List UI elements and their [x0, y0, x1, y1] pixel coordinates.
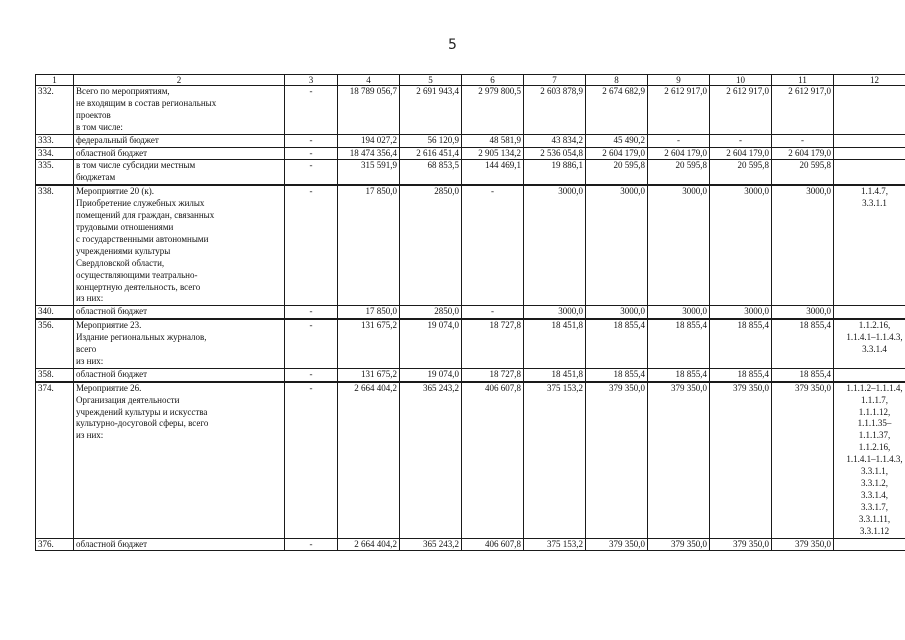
target-refs — [834, 86, 905, 135]
value-cell: - — [772, 134, 834, 147]
header-cell: 12 — [834, 75, 905, 86]
row-number: 332. — [36, 86, 74, 135]
row-name-line: Издание региональных журналов, — [76, 332, 207, 343]
row-name — [74, 368, 285, 381]
value-cell: 2 604 179,0 — [586, 147, 648, 160]
value-cell: 18 451,8 — [524, 320, 586, 369]
row-name-line: Организация деятельности — [76, 394, 180, 405]
value-cell: 2 674 682,9 — [586, 86, 648, 135]
header-cell: 2 — [74, 75, 285, 86]
target-ref: 1.1.4.7, — [861, 186, 888, 197]
row-name-line: в том числе: — [76, 121, 123, 132]
target-ref: 3.3.1.11, — [858, 513, 891, 524]
row-name-line: областной бюджет — [76, 306, 148, 317]
value-cell: 3000,0 — [586, 306, 648, 319]
value-cell: 3000,0 — [710, 306, 772, 319]
value-cell: 2 604 179,0 — [710, 147, 772, 160]
value-cell: 379 350,0 — [710, 538, 772, 551]
value-cell: 375 153,2 — [524, 382, 586, 538]
row-name-line: областной бюджет — [76, 538, 148, 549]
target-ref: 3.3.1.4 — [862, 344, 887, 355]
value-cell: 379 350,0 — [648, 538, 710, 551]
row-name — [74, 306, 285, 319]
value-cell: 194 027,2 — [338, 134, 400, 147]
row-number: 333. — [36, 134, 74, 147]
value-cell: - — [462, 306, 524, 319]
table-row — [36, 368, 905, 381]
target-ref: 3.3.1.12 — [859, 525, 890, 536]
value-cell: 18 451,8 — [524, 368, 586, 381]
header-cell: 9 — [648, 75, 710, 86]
target-ref: 1.1.1.35– — [857, 418, 892, 429]
value-cell: 379 350,0 — [772, 382, 834, 538]
column-3-cell: - — [285, 382, 338, 538]
target-refs — [834, 368, 905, 381]
value-cell: 20 595,8 — [772, 160, 834, 185]
target-ref: 3.3.1.4, — [861, 489, 888, 500]
value-cell: 3000,0 — [586, 186, 648, 306]
table-row — [36, 147, 905, 160]
value-cell: 2 664 404,2 — [338, 538, 400, 551]
value-cell: 3000,0 — [524, 186, 586, 306]
header-cell: 8 — [586, 75, 648, 86]
table-row — [36, 320, 905, 369]
value-cell: 3000,0 — [772, 186, 834, 306]
row-name-line: помещений для граждан, связанных — [76, 210, 215, 221]
row-name-line: из них: — [76, 355, 104, 366]
row-number: 340. — [36, 306, 74, 319]
target-ref: 1.1.1.37, — [858, 430, 891, 441]
value-cell: 18 855,4 — [772, 320, 834, 369]
header-cell: 4 — [338, 75, 400, 86]
target-refs — [834, 160, 905, 185]
row-name-line: Всего по мероприятиям, — [76, 86, 170, 96]
table-row — [36, 538, 905, 551]
value-cell: 2 612 917,0 — [648, 86, 710, 135]
target-refs — [834, 186, 905, 306]
row-name-line: с государственными автономными — [76, 233, 209, 244]
value-cell: 144 469,1 — [462, 160, 524, 185]
row-number: 376. — [36, 538, 74, 551]
value-cell: 379 350,0 — [586, 382, 648, 538]
row-name-line: в том числе субсидии местным — [76, 160, 196, 171]
value-cell: 2 612 917,0 — [710, 86, 772, 135]
table-row — [36, 134, 905, 147]
value-cell: 18 727,8 — [462, 368, 524, 381]
row-name-line: из них: — [76, 430, 104, 441]
value-cell: 18 855,4 — [586, 368, 648, 381]
value-cell: 3000,0 — [710, 186, 772, 306]
value-cell: 406 607,8 — [462, 538, 524, 551]
row-name-line: областной бюджет — [76, 368, 148, 379]
target-refs — [834, 382, 905, 538]
budget-table — [35, 74, 905, 551]
row-name — [74, 147, 285, 160]
value-cell: 19 886,1 — [524, 160, 586, 185]
value-cell: 20 595,8 — [586, 160, 648, 185]
value-cell: 3000,0 — [648, 186, 710, 306]
value-cell: 18 855,4 — [710, 368, 772, 381]
row-name — [74, 382, 285, 538]
row-number: 338. — [36, 186, 74, 306]
row-name-line: Мероприятие 23. — [76, 320, 142, 331]
value-cell: 406 607,8 — [462, 382, 524, 538]
target-refs — [834, 147, 905, 160]
value-cell: 18 789 056,7 — [338, 86, 400, 135]
value-cell: 379 350,0 — [648, 382, 710, 538]
row-name-line: Мероприятие 26. — [76, 382, 142, 393]
value-cell: 20 595,8 — [710, 160, 772, 185]
value-cell: - — [710, 134, 772, 147]
value-cell: 2 664 404,2 — [338, 382, 400, 538]
value-cell: 2 691 943,4 — [400, 86, 462, 135]
row-name-line: областной бюджет — [76, 147, 148, 158]
column-3-cell: - — [285, 86, 338, 135]
value-cell: 379 350,0 — [710, 382, 772, 538]
value-cell: 3000,0 — [648, 306, 710, 319]
row-name-line: всего — [76, 344, 97, 355]
value-cell: 2850,0 — [400, 306, 462, 319]
value-cell: 365 243,2 — [400, 538, 462, 551]
row-number: 356. — [36, 320, 74, 369]
value-cell: 18 727,8 — [462, 320, 524, 369]
row-name-line: Свердловской области, — [76, 257, 165, 268]
column-3-cell: - — [285, 306, 338, 319]
value-cell: 365 243,2 — [400, 382, 462, 538]
value-cell: 2 616 451,4 — [400, 147, 462, 160]
target-ref: 1.1.1.12, — [858, 406, 891, 417]
value-cell: 17 850,0 — [338, 186, 400, 306]
value-cell: 18 855,4 — [586, 320, 648, 369]
row-name-line: федеральный бюджет — [76, 134, 159, 145]
row-name-line: трудовыми отношениями — [76, 221, 174, 232]
value-cell: 375 153,2 — [524, 538, 586, 551]
column-3-cell: - — [285, 320, 338, 369]
table-row — [36, 160, 905, 185]
value-cell: 43 834,2 — [524, 134, 586, 147]
value-cell: 379 350,0 — [772, 538, 834, 551]
value-cell: 19 074,0 — [400, 368, 462, 381]
column-3-cell: - — [285, 538, 338, 551]
row-number: 335. — [36, 160, 74, 185]
row-number: 358. — [36, 368, 74, 381]
table-body — [36, 86, 905, 551]
table-row — [36, 306, 905, 319]
table-header — [36, 75, 905, 86]
value-cell: 131 675,2 — [338, 368, 400, 381]
value-cell: 2 536 054,8 — [524, 147, 586, 160]
value-cell: 18 855,4 — [772, 368, 834, 381]
row-name — [74, 538, 285, 551]
row-number: 374. — [36, 382, 74, 538]
value-cell: 45 490,2 — [586, 134, 648, 147]
value-cell: 17 850,0 — [338, 306, 400, 319]
row-name-line: концертную деятельность, всего — [76, 281, 201, 292]
column-3-cell: - — [285, 134, 338, 147]
value-cell: 48 581,9 — [462, 134, 524, 147]
table-row — [36, 86, 905, 135]
value-cell: 18 855,4 — [648, 320, 710, 369]
value-cell: 2 979 800,5 — [462, 86, 524, 135]
value-cell: 131 675,2 — [338, 320, 400, 369]
row-name — [74, 320, 285, 369]
target-ref: 3.3.1.1 — [862, 198, 887, 209]
header-cell: 11 — [772, 75, 834, 86]
target-ref: 3.3.1.1, — [861, 466, 888, 477]
value-cell: - — [648, 134, 710, 147]
column-3-cell: - — [285, 186, 338, 306]
row-name-line: культурно-досуговой сферы, всего — [76, 418, 209, 429]
row-name — [74, 160, 285, 185]
target-refs — [834, 306, 905, 319]
table-row — [36, 186, 905, 306]
row-name — [74, 86, 285, 135]
value-cell: 2 603 878,9 — [524, 86, 586, 135]
value-cell: 2 905 134,2 — [462, 147, 524, 160]
target-ref: 1.1.1.2–1.1.1.4, — [846, 382, 903, 393]
value-cell: 315 591,9 — [338, 160, 400, 185]
target-refs — [834, 538, 905, 551]
value-cell: 19 074,0 — [400, 320, 462, 369]
row-name-line: Приобретение служебных жилых — [76, 198, 205, 209]
header-cell: 5 — [400, 75, 462, 86]
target-ref: 1.1.4.1–1.1.4.3, — [846, 454, 903, 465]
column-3-cell: - — [285, 368, 338, 381]
table-row — [36, 382, 905, 538]
header-cell: 7 — [524, 75, 586, 86]
header-cell: 1 — [36, 75, 74, 86]
value-cell: - — [462, 186, 524, 306]
row-number: 334. — [36, 147, 74, 160]
value-cell: 18 855,4 — [648, 368, 710, 381]
row-name-line: бюджетам — [76, 172, 116, 183]
header-cell: 10 — [710, 75, 772, 86]
row-name-line: учреждениями культуры — [76, 245, 171, 256]
target-refs — [834, 134, 905, 147]
header-cell: 6 — [462, 75, 524, 86]
row-name-line: проектов — [76, 109, 111, 120]
target-ref: 3.3.1.7, — [861, 501, 888, 512]
page-number: 5 — [448, 37, 457, 53]
value-cell: 56 120,9 — [400, 134, 462, 147]
row-name-line: Мероприятие 20 (к). — [76, 186, 155, 197]
row-name — [74, 134, 285, 147]
value-cell: 379 350,0 — [586, 538, 648, 551]
target-ref: 1.1.2.16, — [858, 320, 891, 331]
value-cell: 18 855,4 — [710, 320, 772, 369]
column-3-cell: - — [285, 160, 338, 185]
value-cell: 2 604 179,0 — [772, 147, 834, 160]
row-name-line: из них: — [76, 293, 104, 304]
row-name — [74, 186, 285, 306]
row-name-line: учреждений культуры и искусства — [76, 406, 208, 417]
target-ref: 1.1.2.16, — [858, 442, 891, 453]
value-cell: 2 612 917,0 — [772, 86, 834, 135]
value-cell: 20 595,8 — [648, 160, 710, 185]
value-cell: 68 853,5 — [400, 160, 462, 185]
header-row — [36, 75, 905, 86]
column-3-cell: - — [285, 147, 338, 160]
header-cell: 3 — [285, 75, 338, 86]
target-ref: 1.1.1.7, — [861, 394, 888, 405]
value-cell: 2850,0 — [400, 186, 462, 306]
value-cell: 3000,0 — [772, 306, 834, 319]
value-cell: 18 474 356,4 — [338, 147, 400, 160]
value-cell: 2 604 179,0 — [648, 147, 710, 160]
target-ref: 1.1.4.1–1.1.4.3, — [846, 332, 903, 343]
row-name-line: осуществляющими театрально- — [76, 269, 198, 280]
target-ref: 3.3.1.2, — [861, 478, 888, 488]
target-refs — [834, 320, 905, 369]
value-cell: 3000,0 — [524, 306, 586, 319]
row-name-line: не входящим в состав региональных — [76, 97, 217, 108]
